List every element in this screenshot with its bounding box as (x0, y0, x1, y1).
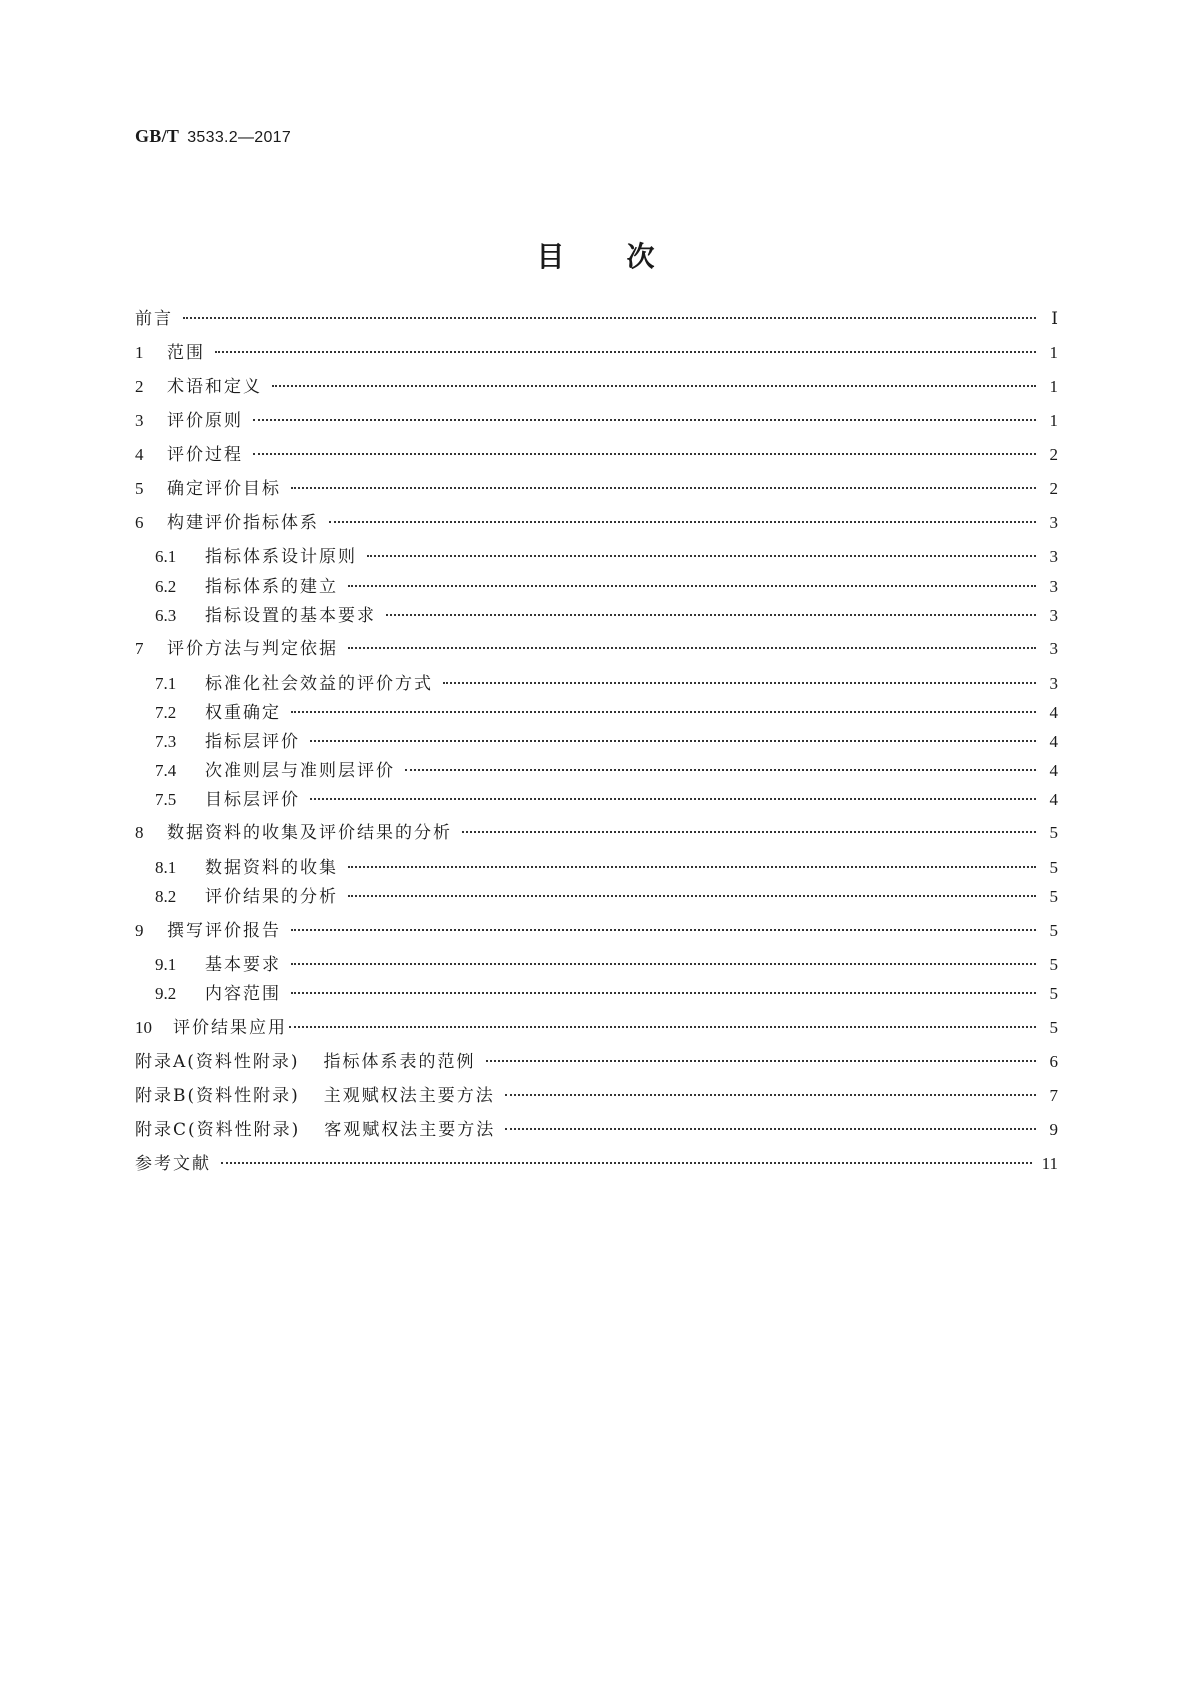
toc-entry-page: 5 (1049, 955, 1058, 974)
toc-entry-number: 4 (135, 445, 144, 464)
toc-subentry[interactable] (155, 981, 1058, 1007)
toc-entry-page: Ⅰ (1051, 309, 1058, 328)
toc-leader-dots (443, 682, 1036, 684)
toc-entry-number: 3 (135, 411, 144, 430)
toc-leader-dots (348, 895, 1036, 897)
toc-entry-number: 7.1 (155, 674, 177, 693)
toc-leader-dots (289, 1026, 1036, 1028)
toc-entry[interactable] (135, 1015, 1058, 1041)
toc-entry-label: 指标层评价 (205, 732, 300, 752)
toc-leader-dots (291, 992, 1036, 994)
toc-entry[interactable] (135, 918, 1058, 944)
toc-entry-page: 5 (1049, 1018, 1058, 1037)
toc-subentry[interactable] (155, 603, 1058, 629)
toc-leader-dots (462, 831, 1036, 833)
toc-entry-label: 指标体系的建立 (205, 577, 338, 597)
toc-leader-dots (253, 453, 1036, 455)
toc-entry-page: 1 (1049, 411, 1058, 430)
toc-entry-label: 基本要求 (205, 955, 281, 975)
toc-entry-page: 4 (1049, 790, 1058, 809)
toc-entry-page: 6 (1049, 1052, 1058, 1071)
toc-leader-dots (405, 769, 1036, 771)
toc-entry-label: 次准则层与准则层评价 (205, 761, 395, 781)
toc-subentry[interactable] (155, 729, 1058, 755)
toc-entry-number: 7.5 (155, 790, 177, 809)
toc-title: 目次 (536, 239, 717, 273)
toc-leader-dots (310, 740, 1036, 742)
toc-entry-label: 主观赋权法主要方法 (323, 1086, 495, 1106)
toc-leader-dots (348, 866, 1036, 868)
toc-entry-number: 9.1 (155, 955, 177, 974)
toc-leader-dots (272, 385, 1036, 387)
toc-entry[interactable] (135, 340, 1058, 366)
toc-entry-page: 4 (1049, 732, 1058, 751)
toc-entry-label: 术语和定义 (167, 377, 262, 397)
toc-subentry[interactable] (155, 884, 1058, 910)
toc-entry[interactable] (135, 408, 1058, 434)
toc-entry-preface[interactable] (135, 306, 1058, 332)
toc-entry-page: 2 (1049, 445, 1058, 464)
toc-entry-number: 8.1 (155, 858, 177, 877)
toc-entry-page: 3 (1049, 639, 1058, 658)
toc-entry-number: 8 (135, 823, 144, 842)
toc-entry-label: 评价方法与判定依据 (167, 639, 338, 659)
toc-leader-dots (505, 1094, 1036, 1096)
toc-entry-number: 7.4 (155, 761, 177, 780)
toc-entry-page: 7 (1049, 1086, 1058, 1105)
toc-entry-page: 5 (1049, 823, 1058, 842)
toc-entry-page: 1 (1049, 343, 1058, 362)
standard-number: 3533.2—2017 (187, 129, 292, 146)
toc-entry-label: 内容范围 (205, 984, 281, 1004)
toc-subentry[interactable] (155, 787, 1058, 813)
toc-entry[interactable] (135, 442, 1058, 468)
toc-entry-page: 4 (1049, 703, 1058, 722)
toc-entry-number: 8.2 (155, 887, 177, 906)
toc-subentry[interactable] (155, 574, 1058, 600)
toc-entry-number: 6.2 (155, 577, 177, 596)
toc-entry-label: 评价过程 (167, 445, 243, 465)
toc-entry-appendix-a[interactable] (135, 1049, 1058, 1075)
toc-entry-label: 权重确定 (205, 703, 281, 723)
toc-entry-label: 指标设置的基本要求 (205, 606, 376, 626)
toc-leader-dots (367, 555, 1036, 557)
toc-entry-number: 7 (135, 639, 144, 658)
toc-entry-page: 9 (1049, 1120, 1058, 1139)
toc-entry-page: 2 (1049, 479, 1058, 498)
toc-entry-page: 5 (1049, 921, 1058, 940)
toc-entry-label: 标准化社会效益的评价方式 (205, 674, 433, 694)
toc-subentry[interactable] (155, 758, 1058, 784)
toc-leader-dots (329, 521, 1036, 523)
toc-subentry[interactable] (155, 952, 1058, 978)
toc-entry-label: 评价结果的分析 (205, 887, 338, 907)
toc-subentry[interactable] (155, 855, 1058, 881)
toc-entry-number: 6.3 (155, 606, 177, 625)
toc-entry-label: 范围 (167, 343, 205, 363)
toc-entry-number: 5 (135, 479, 144, 498)
toc-leader-dots (386, 614, 1036, 616)
toc-entry-label: 构建评价指标体系 (167, 513, 319, 533)
toc-leader-dots (253, 419, 1036, 421)
toc-entry[interactable] (135, 636, 1058, 662)
toc-entry-references[interactable] (135, 1151, 1058, 1177)
toc-entry-appendix-b[interactable] (135, 1083, 1058, 1109)
toc-leader-dots (291, 487, 1036, 489)
toc-entry-number: 9.2 (155, 984, 177, 1003)
toc-entry-appendix-c[interactable] (135, 1117, 1058, 1143)
toc-entry-page: 5 (1049, 984, 1058, 1003)
toc-entry-label: 客观赋权法主要方法 (324, 1120, 496, 1140)
appendix-code: 附录A(资料性附录) (135, 1052, 300, 1072)
toc-entry-page: 1 (1049, 377, 1058, 396)
toc-entry-number: 9 (135, 921, 144, 940)
standard-prefix: GB/T (135, 126, 180, 146)
toc-leader-dots (215, 351, 1036, 353)
toc-entry[interactable] (135, 476, 1058, 502)
toc-entry-page: 3 (1049, 674, 1058, 693)
toc-entry-page: 3 (1049, 577, 1058, 596)
toc-entry-number: 6.1 (155, 547, 177, 566)
toc-entry-label: 评价原则 (167, 411, 243, 431)
toc-entry-number: 2 (135, 377, 144, 396)
toc-entry[interactable] (135, 510, 1058, 536)
toc-entry-page: 4 (1049, 761, 1058, 780)
appendix-code: 附录B(资料性附录) (135, 1086, 300, 1106)
toc-entry-number: 10 (135, 1018, 152, 1037)
toc-entry-number: 1 (135, 343, 144, 362)
toc-entry-page: 5 (1049, 858, 1058, 877)
toc-entry-label: 目标层评价 (205, 790, 300, 810)
toc-subentry[interactable] (155, 700, 1058, 726)
toc-leader-dots (291, 963, 1036, 965)
table-of-contents (135, 0, 1058, 1300)
toc-entry-page: 3 (1049, 606, 1058, 625)
toc-entry-number: 6 (135, 513, 144, 532)
toc-leader-dots (486, 1060, 1036, 1062)
toc-entry-label: 指标体系设计原则 (205, 547, 357, 567)
toc-entry-label: 评价结果应用 (173, 1018, 287, 1038)
toc-entry-label: 指标体系表的范例 (323, 1052, 476, 1072)
toc-subentry[interactable] (155, 671, 1058, 697)
toc-entry-label: 前言 (135, 309, 173, 329)
toc-entry-page: 3 (1049, 513, 1058, 532)
toc-leader-dots (348, 585, 1036, 587)
toc-entry[interactable] (135, 820, 1058, 846)
toc-leader-dots (505, 1128, 1036, 1130)
appendix-code: 附录C(资料性附录) (135, 1120, 301, 1140)
toc-entry-label: 数据资料的收集及评价结果的分析 (167, 823, 452, 843)
toc-entry-page: 5 (1049, 887, 1058, 906)
toc-leader-dots (291, 711, 1036, 713)
toc-entry-number: 7.3 (155, 732, 177, 751)
toc-entry-label: 数据资料的收集 (205, 858, 338, 878)
toc-leader-dots (291, 929, 1036, 931)
toc-leader-dots (348, 647, 1036, 649)
toc-entry[interactable] (135, 374, 1058, 400)
toc-entry-label: 参考文献 (135, 1154, 211, 1174)
toc-entry-label: 撰写评价报告 (167, 921, 281, 941)
toc-leader-dots (183, 317, 1036, 319)
toc-entry-number: 7.2 (155, 703, 177, 722)
toc-entry-page: 3 (1049, 547, 1058, 566)
toc-entry-label: 确定评价目标 (167, 479, 281, 499)
toc-entry-page: 11 (1041, 1154, 1058, 1173)
toc-subentry[interactable] (155, 544, 1058, 570)
toc-leader-dots (221, 1162, 1032, 1164)
toc-leader-dots (310, 798, 1036, 800)
